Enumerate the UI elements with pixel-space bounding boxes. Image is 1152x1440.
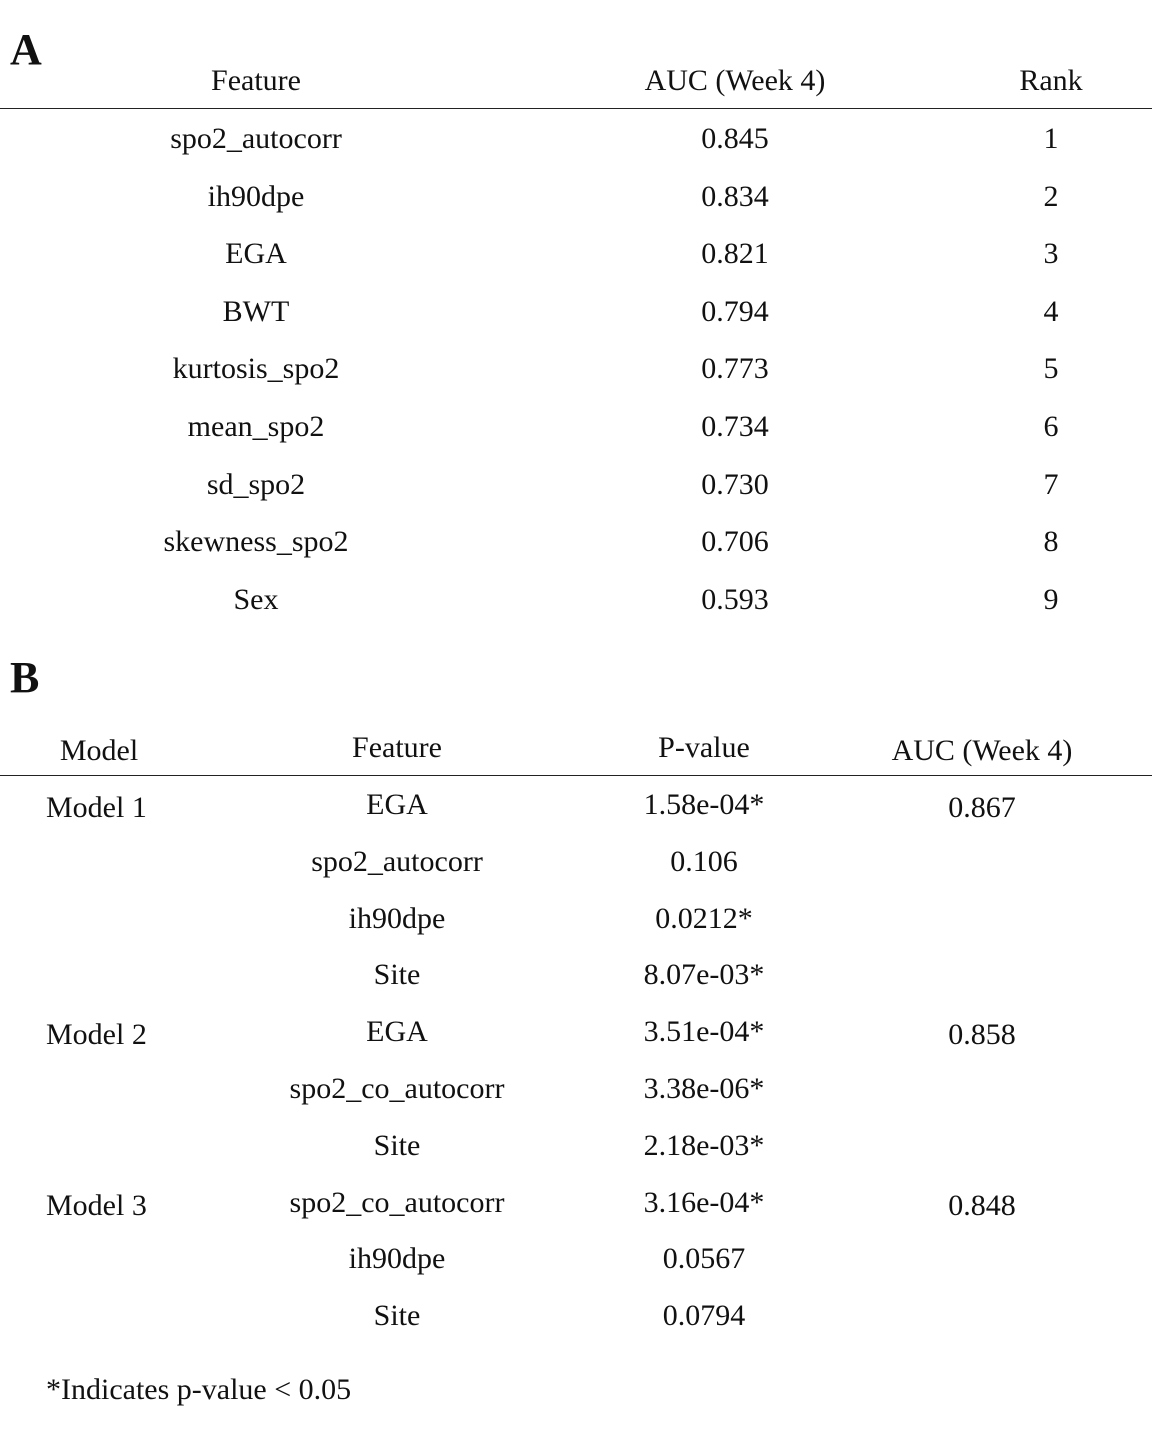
panel-b-header-auc: AUC (Week 4) [891,734,1073,767]
panel-b-row-2-pvalue-cell: 0.106 [670,844,738,878]
panel-b-row-10-pvalue-cell: 0.0794 [662,1299,746,1333]
panel-a-row-8-auc-cell: 0.706 [701,525,769,559]
panel-a-header-feature: Feature [211,64,301,97]
panel-a-label: A [10,25,42,74]
panel-a-header-auc: AUC (Week 4) [644,64,826,97]
panel-b-row-1-pvalue-cell: 1.58e-04* [643,788,765,821]
panel-a-header-rank: Rank [1019,64,1083,97]
panel-b-row-1-auc-cell: 0.867 [948,791,1016,824]
panel-a-row-7-rank-cell: 7 [1043,467,1059,501]
panel-b-header-rule [0,775,1152,776]
panel-b-row-3-pvalue-cell: 0.0212* [655,901,753,935]
panel-a-row-1-rank-cell: 1 [1043,122,1059,155]
panel-a-row-9-auc-cell: 0.593 [701,582,769,616]
panel-b-header-pvalue: P-value [658,731,750,764]
panel-a-row-6-auc-cell: 0.734 [701,410,769,443]
panel-b-row-10-feature-cell: Site [373,1299,421,1333]
panel-b-row-8-model-cell: Model 3 [46,1188,147,1222]
footnote: *Indicates p-value < 0.05 [46,1373,352,1406]
panel-b-row-7-pvalue-cell: 2.18e-03* [643,1128,765,1162]
panel-a-row-9-rank-cell: 9 [1043,582,1059,616]
panel-a-row-4-rank-cell: 4 [1043,294,1059,328]
panel-b-row-9-feature-cell: ih90dpe [348,1242,446,1276]
panel-a-row-8-feature-cell: skewness_spo2 [163,525,349,559]
panel-a-row-7-auc-cell: 0.730 [701,467,769,501]
panel-b-row-5-pvalue-cell: 3.51e-04* [643,1015,765,1049]
panel-b-row-9-pvalue-cell: 0.0567 [662,1242,746,1276]
panel-a-row-2-auc-cell: 0.834 [701,179,769,213]
panel-b-row-6-pvalue-cell: 3.38e-06* [643,1072,765,1105]
panel-a-row-4-auc-cell: 0.794 [701,294,769,328]
panel-a-row-5-rank-cell: 5 [1043,352,1059,386]
panel-b-row-1-model-cell: Model 1 [46,791,147,824]
panel-b-row-1-feature-cell: EGA [366,788,428,821]
panel-b-label: B [10,653,40,702]
panel-b-row-4-pvalue-cell: 8.07e-03* [643,958,765,992]
panel-b-header-feature: Feature [352,731,442,764]
panel-a-row-3-auc-cell: 0.821 [701,237,769,271]
panel-a-row-7-feature-cell: sd_spo2 [206,467,306,501]
panel-a-row-9-feature-cell: Sex [233,582,279,616]
panel-b-row-6-feature-cell: spo2_co_autocorr [289,1072,505,1105]
panel-a-row-2-feature-cell: ih90dpe [207,179,305,213]
panel-a-row-5-auc-cell: 0.773 [701,352,769,386]
panel-b-row-8-feature-cell: spo2_co_autocorr [289,1185,505,1219]
panel-a-row-1-auc-cell: 0.845 [701,122,769,155]
panel-b-row-2-feature-cell: spo2_autocorr [311,844,483,878]
panel-b-row-8-pvalue-cell: 3.16e-04* [643,1185,765,1219]
panel-a-row-4-feature-cell: BWT [222,294,290,328]
panel-a-row-2-rank-cell: 2 [1043,179,1059,213]
panel-b-row-8-auc-cell: 0.848 [948,1188,1016,1222]
panel-b-row-5-feature-cell: EGA [366,1015,428,1049]
panel-b-row-5-model-cell: Model 2 [46,1018,147,1052]
panel-a-row-6-rank-cell: 6 [1043,410,1059,443]
panel-b-row-4-feature-cell: Site [373,958,421,992]
panel-a-row-3-feature-cell: EGA [225,237,287,271]
panel-b-row-5-auc-cell: 0.858 [948,1018,1016,1052]
panel-b-row-3-feature-cell: ih90dpe [348,901,446,935]
panel-a-row-3-rank-cell: 3 [1043,237,1059,271]
panel-a-row-6-feature-cell: mean_spo2 [187,410,325,443]
panel-a-row-1-feature-cell: spo2_autocorr [170,122,342,155]
panel-b-row-7-feature-cell: Site [373,1128,421,1162]
panel-a-row-8-rank-cell: 8 [1043,525,1059,559]
panel-b-header-model: Model [59,734,139,767]
panel-a-header-rule [0,108,1152,109]
panel-a-row-5-feature-cell: kurtosis_spo2 [172,352,340,386]
